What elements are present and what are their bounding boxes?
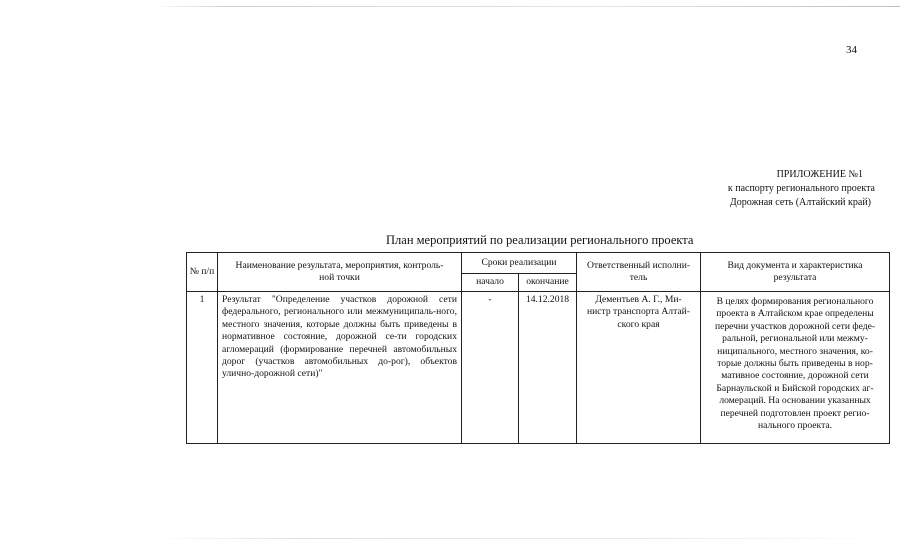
appendix-subtitle: к паспорту регионального проекта [727,183,875,194]
appendix-title: ПРИЛОЖЕНИЕ №1 [776,169,863,180]
header-responsible: Ответственный исполни- тель [577,253,701,292]
plan-table [186,252,890,444]
header-document: Вид документа и характеристика результата [701,253,890,292]
scan-edge-bottom [150,538,890,539]
appendix-project-name: Дорожная сеть (Алтайский край) [729,197,871,208]
row-end: 14.12.2018 [519,292,577,444]
header-num: № п/п [187,253,218,292]
header-end: окончание [519,274,577,292]
header-name: Наименование результата, мероприятия, контроль- ной точки [218,253,462,292]
document-title: План мероприятий по реализации регионального проекта [386,233,694,247]
row-document: В целях формирования регионального проекта в Алтайском крае определены перечни участков дорожной сети феде- ральной, региональной или межму- ниципального, местного значения, ко- торые должны быть приведены в нор- мативное состояние, дорожной сети Барнаульской и Бийской городских аг- ломераций. На основании указанных перечней подготовлен проект регио- нального проекта. [701,292,890,444]
row-name: Результат "Определение участков дорожной сети федерального, регионального или межмуниципаль-ного, местного значения, которые должны быть приведены в нормативное состояние, дорожной се-ти городских агломераций (формирование перечней автомобильных дорог (участков автомобильных до-рог), объектов улично-дорожной сети)" [218,292,462,444]
header-start: начало [462,274,519,292]
page-number: 34 [846,44,857,56]
row-num: 1 [187,292,218,444]
table-header-row [187,253,890,274]
row-start: - [462,292,519,444]
row-responsible: Дементьев А. Г., Ми- нистр транспорта Алтай- ского края [577,292,701,444]
header-terms: Сроки реализации [462,253,577,274]
scan-edge-top [150,6,900,7]
appendix-header [728,168,875,210]
table-row [187,292,890,444]
